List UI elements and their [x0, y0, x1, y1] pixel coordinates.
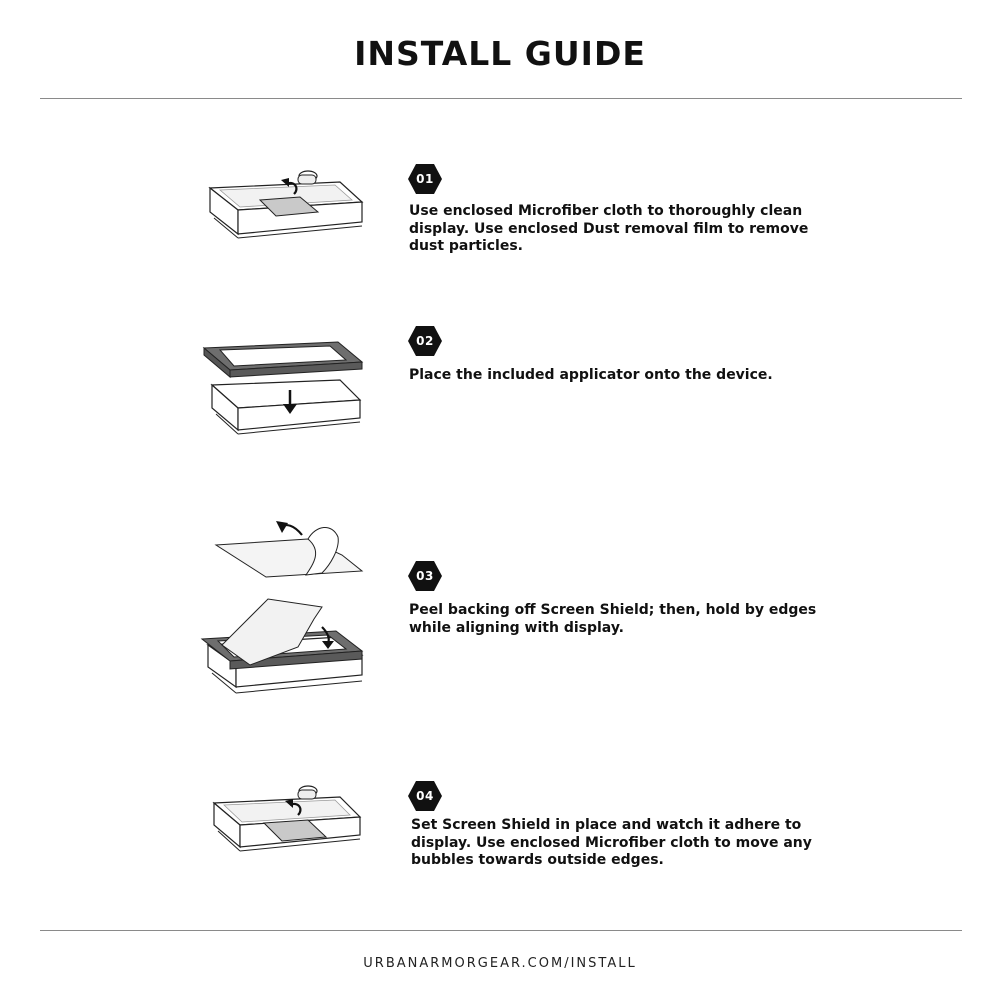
step-3-number: 03 — [416, 569, 434, 583]
step-3-badge — [407, 560, 443, 592]
illustration-peel-and-align-shield — [190, 515, 370, 719]
step-4-number: 04 — [416, 789, 434, 803]
page-title: INSTALL GUIDE — [354, 34, 646, 73]
step-1-text: Use enclosed Microfiber cloth to thoroughly clean display. Use enclosed Dust removal film to remove dust particles. — [409, 203, 809, 254]
step-1-badge — [407, 163, 443, 195]
step-4-text: Set Screen Shield in place and watch it adhere to display. Use enclosed Microfiber cloth to move any bubbles towards outside edges. — [411, 817, 812, 868]
header-divider — [40, 98, 962, 99]
illustration-device-clean-cloth — [190, 160, 370, 264]
step-2-number: 02 — [416, 334, 434, 348]
step-2-badge — [407, 325, 443, 357]
step-1-number: 01 — [416, 172, 434, 186]
footer-url: URBANARMORGEAR.COM/INSTALL — [363, 956, 637, 971]
step-3-text: Peel backing off Screen Shield; then, hold by edges while aligning with display. — [409, 602, 817, 636]
step-2-text: Place the included applicator onto the device. — [409, 367, 773, 383]
footer-divider — [40, 930, 962, 931]
illustration-applicator-onto-device — [190, 330, 370, 464]
illustration-device-smooth-bubbles — [190, 775, 370, 879]
step-4-badge — [407, 780, 443, 812]
